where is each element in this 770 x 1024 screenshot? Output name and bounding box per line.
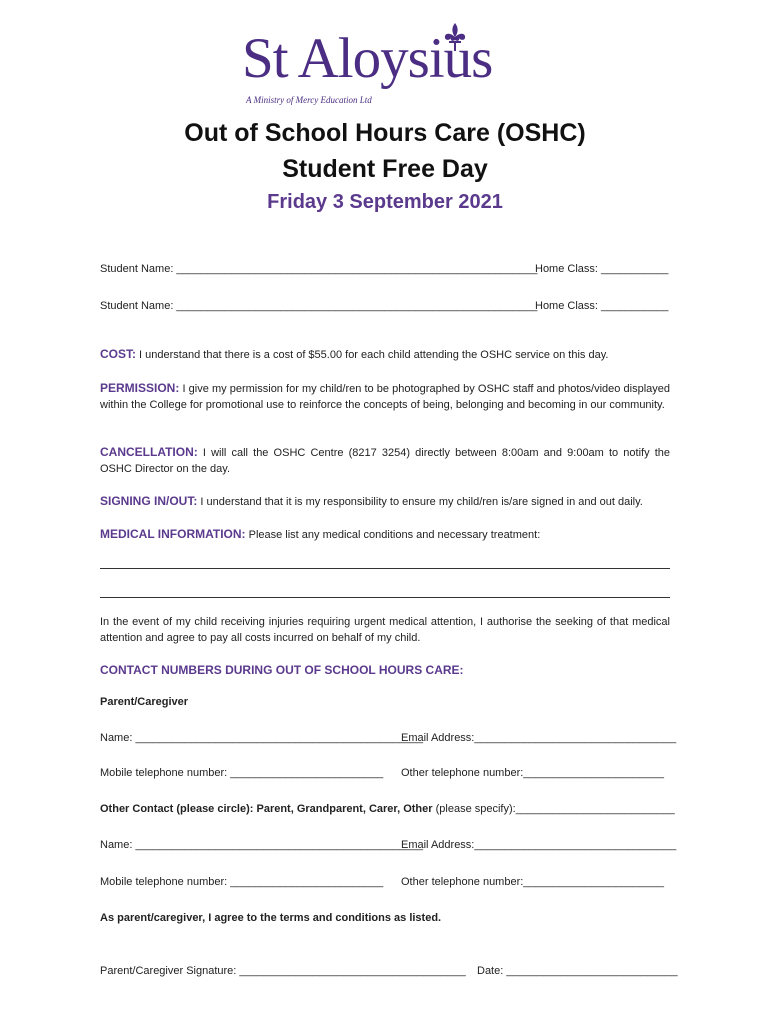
other-name-field[interactable]: Name: _______________________________________________ <box>100 839 423 851</box>
cost-label: COST: <box>100 347 136 361</box>
signature-field[interactable]: Parent/Caregiver Signature: _____________________________________ <box>100 965 466 977</box>
agreement-statement: As parent/caregiver, I agree to the terms and conditions as listed. <box>100 912 442 924</box>
date-field[interactable]: Date: ____________________________ <box>477 965 678 977</box>
permission-label: PERMISSION: <box>100 381 180 395</box>
signing-text: I understand that it is my responsibility to ensure my child/ren is/are signed in and out daily. <box>197 496 643 508</box>
permission-section <box>100 380 670 413</box>
cancellation-section <box>100 444 670 477</box>
parent-other-phone-field[interactable]: Other telephone number:_______________________ <box>401 767 665 779</box>
cancellation-label: CANCELLATION: <box>100 445 198 459</box>
cancellation-text: I will call the OSHC Centre (8217 3254) directly between 8:00am and 9:00am to notify the OSHC Director on the day. <box>100 447 670 475</box>
form-title: Out of School Hours Care (OSHC) <box>184 119 586 147</box>
contact-heading: CONTACT NUMBERS DURING OUT OF SCHOOL HOURS CARE: <box>100 663 464 677</box>
other-contact-label: Other Contact (please circle): Parent, Grandparent, Carer, Other <box>100 803 433 815</box>
permission-text: I give my permission for my child/ren to be photographed by OSHC staff and photos/video displayed within the College for promotional use to reinforce the concepts of being, belonging and becoming in our community. <box>100 383 670 411</box>
medical-line-1[interactable] <box>100 568 670 569</box>
home-class-field-2[interactable]: Home Class: ___________ <box>535 300 669 312</box>
parent-heading: Parent/Caregiver <box>100 696 189 708</box>
medical-line-2[interactable] <box>100 597 670 598</box>
parent-name-field[interactable]: Name: _______________________________________________ <box>100 732 423 744</box>
cost-section <box>100 346 670 363</box>
event-date: Friday 3 September 2021 <box>267 191 503 213</box>
parent-email-field[interactable]: Email Address:_________________________________ <box>401 732 677 744</box>
other-email-field[interactable]: Email Address:_________________________________ <box>401 839 677 851</box>
other-contact-specify: (please specify):__________________________ <box>432 803 675 815</box>
medical-section <box>100 526 670 543</box>
medical-text: Please list any medical conditions and necessary treatment: <box>245 529 541 541</box>
logo-wordmark: St Aloysius <box>242 27 493 90</box>
medical-label: MEDICAL INFORMATION: <box>100 527 246 541</box>
school-logo <box>240 22 525 114</box>
other-other-phone-field[interactable]: Other telephone number:_______________________ <box>401 876 665 888</box>
other-contact-field[interactable] <box>100 804 675 815</box>
home-class-field-1[interactable]: Home Class: ___________ <box>535 263 669 275</box>
student-name-field-2[interactable]: Student Name: ___________________________________________________________ <box>100 300 538 312</box>
logo-tagline: A Ministry of Mercy Education Ltd <box>246 95 372 105</box>
signing-label: SIGNING IN/OUT: <box>100 494 198 508</box>
other-mobile-field[interactable]: Mobile telephone number: _________________________ <box>100 876 384 888</box>
form-subtitle: Student Free Day <box>282 155 488 183</box>
cost-text: I understand that there is a cost of $55.00 for each child attending the OSHC service on this day. <box>136 349 609 361</box>
signing-section <box>100 493 670 510</box>
medical-consent: In the event of my child receiving injuries requiring urgent medical attention, I authorise the seeking of that medical attention and agree to pay all costs incurred on behalf of my child. <box>100 616 670 644</box>
parent-mobile-field[interactable]: Mobile telephone number: _________________________ <box>100 767 384 779</box>
student-name-field-1[interactable]: Student Name: ___________________________________________________________ <box>100 263 538 275</box>
